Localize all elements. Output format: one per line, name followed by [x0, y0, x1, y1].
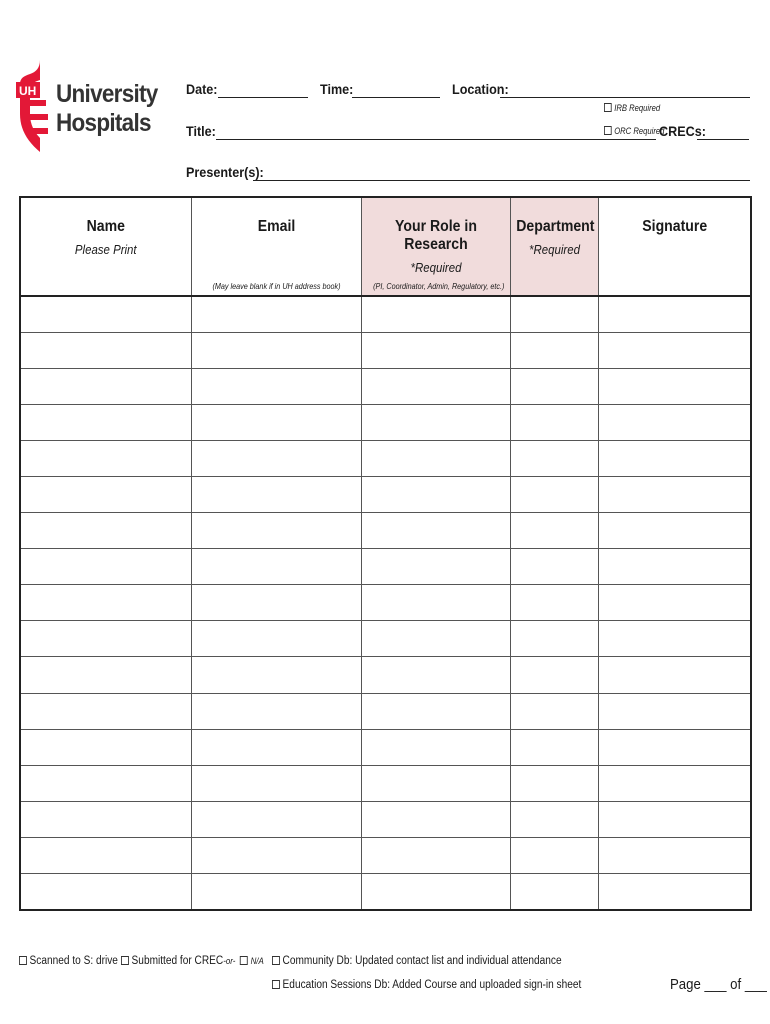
department-cell[interactable] [510, 476, 598, 512]
community-label: Community Db: Updated contact list and individual attendance [282, 955, 562, 967]
table-row [20, 513, 751, 549]
presenters-label: Presenter(s): [186, 164, 264, 180]
signature-cell[interactable] [598, 549, 751, 585]
signature-cell[interactable] [598, 368, 751, 404]
email-cell[interactable] [191, 296, 361, 332]
table-row [20, 837, 751, 873]
table-row [20, 657, 751, 693]
submitted-label: Submitted for CREC [131, 955, 224, 967]
irb-required-label: IRB Required [614, 103, 661, 113]
irb-checkbox-box[interactable] [604, 103, 612, 112]
email-cell[interactable] [191, 765, 361, 801]
submitted-crec-checkbox[interactable] [121, 955, 264, 967]
scanned-label: Scanned to S: drive [29, 955, 118, 967]
department-cell[interactable] [510, 765, 598, 801]
email-cell[interactable] [191, 621, 361, 657]
logo-mark-text: UH [19, 84, 37, 98]
logo-wordmark [56, 80, 158, 138]
table-row [20, 332, 751, 368]
community-checkbox-box[interactable] [272, 956, 280, 965]
name-cell[interactable] [20, 657, 191, 693]
email-cell[interactable] [191, 874, 361, 910]
email-cell[interactable] [191, 332, 361, 368]
university-hospitals-logo [16, 58, 158, 154]
role-cell[interactable] [361, 729, 510, 765]
signature-column-header: Signature [598, 197, 751, 296]
name-cell[interactable] [20, 801, 191, 837]
table-row [20, 729, 751, 765]
orc-required-label: ORC Required [614, 126, 665, 136]
email-cell[interactable] [191, 549, 361, 585]
department-cell[interactable] [510, 801, 598, 837]
name-cell[interactable] [20, 296, 191, 332]
email-cell[interactable] [191, 693, 361, 729]
location-field[interactable] [500, 97, 750, 98]
table-row [20, 765, 751, 801]
table-body [20, 296, 751, 910]
department-cell[interactable] [510, 621, 598, 657]
department-cell[interactable] [510, 332, 598, 368]
submitted-checkbox-box[interactable] [121, 956, 129, 965]
time-label: Time: [320, 81, 354, 97]
table-row [20, 476, 751, 512]
signature-cell[interactable] [598, 440, 751, 476]
email-cell[interactable] [191, 368, 361, 404]
email-cell[interactable] [191, 801, 361, 837]
logo-line-2: Hospitals [56, 109, 151, 137]
role-cell[interactable] [361, 693, 510, 729]
crecs-field[interactable] [697, 139, 749, 140]
email-cell[interactable] [191, 513, 361, 549]
na-label: N/A [250, 956, 264, 966]
table-header-row [20, 197, 751, 296]
name-cell[interactable] [20, 440, 191, 476]
email-cell[interactable] [191, 729, 361, 765]
email-cell[interactable] [191, 585, 361, 621]
table-row [20, 801, 751, 837]
email-cell[interactable] [191, 657, 361, 693]
crecs-label: CRECs: [659, 123, 706, 139]
location-label: Location: [452, 81, 509, 97]
signature-cell[interactable] [598, 621, 751, 657]
name-cell[interactable] [20, 332, 191, 368]
department-cell[interactable] [510, 549, 598, 585]
table-row [20, 585, 751, 621]
department-cell[interactable] [510, 404, 598, 440]
scanned-checkbox[interactable] [19, 955, 118, 967]
department-cell[interactable] [510, 729, 598, 765]
department-cell[interactable] [510, 513, 598, 549]
department-cell[interactable] [510, 440, 598, 476]
name-cell[interactable] [20, 513, 191, 549]
department-cell[interactable] [510, 837, 598, 873]
education-db-checkbox[interactable] [272, 979, 581, 991]
role-cell[interactable] [361, 657, 510, 693]
table-row [20, 296, 751, 332]
logo-line-1: University [56, 80, 158, 108]
role-cell[interactable] [361, 549, 510, 585]
name-cell[interactable] [20, 368, 191, 404]
name-cell[interactable] [20, 476, 191, 512]
department-cell[interactable] [510, 296, 598, 332]
department-column-header: Department *Required [510, 197, 598, 296]
orc-checkbox-box[interactable] [604, 126, 612, 135]
signature-cell[interactable] [598, 693, 751, 729]
signature-cell[interactable] [598, 296, 751, 332]
role-cell[interactable] [361, 404, 510, 440]
department-cell[interactable] [510, 693, 598, 729]
role-cell[interactable] [361, 801, 510, 837]
irb-required-checkbox[interactable] [604, 103, 660, 113]
na-checkbox-box[interactable] [240, 956, 248, 965]
role-cell[interactable] [361, 585, 510, 621]
signature-cell[interactable] [598, 513, 751, 549]
role-cell[interactable] [361, 440, 510, 476]
table-row [20, 440, 751, 476]
sign-in-table [19, 196, 752, 911]
title-field[interactable] [216, 139, 656, 140]
education-checkbox-box[interactable] [272, 980, 280, 989]
name-cell[interactable] [20, 729, 191, 765]
role-cell[interactable] [361, 874, 510, 910]
department-cell[interactable] [510, 368, 598, 404]
signature-cell[interactable] [598, 801, 751, 837]
name-cell[interactable] [20, 693, 191, 729]
signature-cell[interactable] [598, 837, 751, 873]
role-cell[interactable] [361, 296, 510, 332]
email-cell[interactable] [191, 404, 361, 440]
name-cell[interactable] [20, 621, 191, 657]
date-field[interactable] [218, 97, 308, 98]
time-field[interactable] [352, 97, 440, 98]
signature-cell[interactable] [598, 332, 751, 368]
role-cell[interactable] [361, 837, 510, 873]
or-label: -or- [223, 956, 236, 966]
community-db-checkbox[interactable] [272, 955, 562, 967]
role-cell[interactable] [361, 513, 510, 549]
signature-cell[interactable] [598, 404, 751, 440]
department-cell[interactable] [510, 874, 598, 910]
signature-cell[interactable] [598, 874, 751, 910]
uh-shield-icon [16, 58, 56, 154]
signature-cell[interactable] [598, 585, 751, 621]
presenters-field[interactable] [253, 180, 750, 181]
table-row [20, 693, 751, 729]
page-number: Page ___ of ___ [670, 976, 767, 993]
table-row [20, 549, 751, 585]
name-cell[interactable] [20, 585, 191, 621]
signature-cell[interactable] [598, 657, 751, 693]
title-label: Title: [186, 123, 216, 139]
signature-cell[interactable] [598, 729, 751, 765]
signature-cell[interactable] [598, 476, 751, 512]
role-column-header: Your Role in Research *Required (PI, Coordinator, Admin, Regulatory, etc.) [361, 197, 510, 296]
table-row [20, 874, 751, 910]
email-cell[interactable] [191, 440, 361, 476]
signature-cell[interactable] [598, 765, 751, 801]
department-cell[interactable] [510, 657, 598, 693]
scanned-checkbox-box[interactable] [19, 956, 27, 965]
role-cell[interactable] [361, 476, 510, 512]
name-cell[interactable] [20, 874, 191, 910]
name-cell[interactable] [20, 549, 191, 585]
email-column-header: Email (May leave blank if in UH address book) [191, 197, 361, 296]
education-label: Education Sessions Db: Added Course and uploaded sign-in sheet [282, 979, 582, 991]
role-cell[interactable] [361, 621, 510, 657]
role-cell[interactable] [361, 332, 510, 368]
email-cell[interactable] [191, 837, 361, 873]
date-label: Date: [186, 81, 218, 97]
role-cell[interactable] [361, 368, 510, 404]
name-column-header: Name Please Print [20, 197, 191, 296]
orc-required-checkbox[interactable] [604, 126, 664, 136]
email-cell[interactable] [191, 476, 361, 512]
department-cell[interactable] [510, 585, 598, 621]
name-cell[interactable] [20, 837, 191, 873]
table-row [20, 368, 751, 404]
table-row [20, 621, 751, 657]
role-cell[interactable] [361, 765, 510, 801]
name-cell[interactable] [20, 765, 191, 801]
name-cell[interactable] [20, 404, 191, 440]
table-row [20, 404, 751, 440]
